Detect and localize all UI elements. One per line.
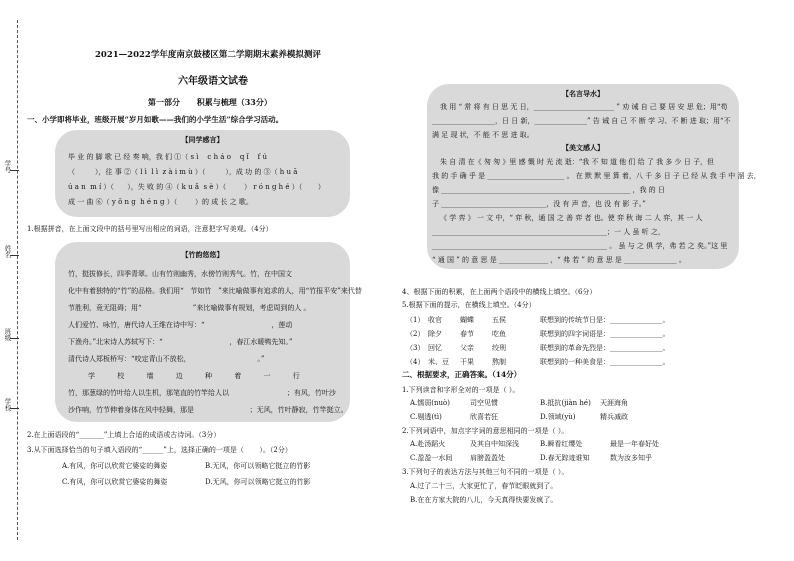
q2-1-option-word: 天涯海角 [600, 399, 628, 407]
box2-line: 学 校 墙 边 种 着 一 行 [88, 372, 300, 380]
q5-word: 绞刑 [492, 344, 506, 352]
side-label-class: 班级 [3, 328, 12, 341]
q5-word: 春节 [460, 330, 474, 338]
q3-option-c[interactable]: C.有风，你可以欣赏它婆娑的舞姿 [62, 478, 168, 486]
q5-word: 米、豆 [428, 358, 449, 366]
box2-line: 竹，挺拔修长，四季青翠。山有竹则幽秀，水傍竹则秀气。竹，在中国文 [68, 270, 292, 278]
box4-line: __________________________________________________ 。 虽 与 之 俱 学，弗 若 之 矣。”这 里 [432, 242, 728, 250]
box3-line: 满 足 现 状，不 能 不 思 进 取。 [432, 131, 534, 139]
q5-row-num: （2） [406, 330, 425, 338]
q2-2-option[interactable]: C.盈盈一水间 [410, 454, 453, 462]
exam-subtitle: 六年级语文试卷 [178, 76, 248, 87]
q5-row-num: （1） [406, 316, 425, 324]
box2-line: 下渔舟。”北宋诗人苏轼写下：“ ，春江水暖鸭先知。” [68, 338, 293, 346]
side-field-name[interactable] [10, 255, 19, 256]
page-title: 2021—2022学年度南京鼓楼区第二学期期末素养模拟测评 [95, 50, 321, 60]
side-label-name: 姓名 [3, 245, 12, 258]
q5-word: 吃鱼 [492, 330, 506, 338]
box1-line: ú a n m í ）（ ），失 败 的 ④（ k u ǎ s è ）（ ） r ó n g h é ）（ ） [68, 183, 325, 191]
q3-option-d[interactable]: D.无风，你可以领略它挺立的竹影 [205, 478, 311, 486]
box4-line: 我 的 手 确 乎 是 ______________________ 。 在 默 默 里 算 着，八 千 多 日 子 已 经 从 我 手 中 溜 去， [432, 172, 761, 180]
box2-line: 竹，那葱绿的竹叶给人以生机，那笔直的竹竿给人以 ；有风，竹叶沙 [68, 389, 336, 397]
q5-word: 熬制 [492, 358, 506, 366]
box4-line: 子 ______________________________，没 有 声 音，也 没 有 影 子。” [432, 200, 646, 208]
box4-line: “ 通 国 ” 的 意 思 是 ______________ ，“ 弗 若 ” 的 意 思 是 _______________ 。 [432, 256, 686, 264]
q5-answer-field[interactable]: 联想到的传统节日是：_______________。 [540, 316, 670, 324]
q5-word: 父亲 [460, 344, 474, 352]
box2-line: 节胜利，竟无阻碍；用“ ”来比喻做事有规划，考虑周到的人 。 [68, 304, 311, 312]
q2-2-option-word: 肩膀盈盈处 [470, 454, 505, 462]
box1-line: 成 一 曲 ⑥（ y ǒ n g h é n g ）（ ）的 成 长 之 歌。 [68, 198, 253, 206]
q2-3-instruction: 3.下列句子的表达方法与其他三句不同的一项是（ ）。 [402, 468, 569, 476]
q5-instruction: 5.根据下面的提示，在横线上填空。（4分） [402, 301, 536, 309]
q2-1-option-word: 欣喜若狂 [470, 413, 498, 421]
side-field-class[interactable] [10, 338, 19, 339]
q5-answer-field[interactable]: 联想到的一种美食是：_______________。 [540, 358, 670, 366]
side-field-student-id[interactable] [10, 170, 19, 171]
side-field-school[interactable] [10, 408, 19, 409]
box2-line: 沙作响，竹节伸着身体在风中轻舞，那是 ；无风，竹叶静寂，竹竿挺立。 [68, 406, 348, 414]
q5-word: 收官 [428, 316, 442, 324]
box4-line: 朱 自 清 在《 匆 匆 》里 感 慨 时 光 流 逝：“我 不 知 道 他 们 给 了 我 多 少 日 子，但 [440, 158, 714, 166]
q5-row-num: （4） [406, 358, 425, 366]
q5-answer-field[interactable]: 联想到的革命先烈是：_______________。 [540, 344, 670, 352]
box2-line: 人们爱竹、咏竹，唐代诗人王维在诗中写：“ ，莲动 [68, 321, 293, 329]
side-label-school: 学校 [3, 398, 12, 411]
q5-word: 五侯 [492, 316, 506, 324]
q1-1-instruction: 1.根据拼音，在上面文段中的括号里写出相应的词语，注意把字写美观。（4分） [27, 225, 273, 233]
q2-2-option[interactable]: D.春无踪迹谁知 [540, 454, 590, 462]
q5-row [406, 316, 424, 324]
box3-line: 我 用 “ 常 将 有 日 思 无 日，_______________________ ” 劝 诫 自 己 要 居 安 思 危；用“苟 [440, 103, 728, 111]
q2-3-option-a[interactable]: A.过了二十三，大家更忙了，春节眨眼就到了。 [410, 482, 558, 490]
q3-option-b[interactable]: B.无风，你可以领略它挺立的竹影 [205, 462, 311, 470]
side-label-student-id: 学号 [3, 160, 12, 173]
q2-3-option-b[interactable]: B.在在方家大院的八儿，今天真得快要发疯了。 [410, 496, 558, 504]
box1-line: 毕 业 的 脚 歌 已 经 奏 响，我 们 ①（ s ì c h á o q ǐ f ú [68, 153, 267, 161]
q2-2-option-word: 数为汝多知乎 [610, 454, 652, 462]
q5-answer-field[interactable]: 联想到的四字词语是：_______________。 [540, 330, 670, 338]
q2-1-option[interactable]: B.抵抗(jiàn hé) [540, 399, 591, 407]
section-2-heading: 二、根据要求，正确答案。（14分） [402, 370, 522, 379]
box1-line: （ ），往 事 ②（ l ì l ì z à i m ù ）（ ），成 功 的 ③（ h u ā [68, 168, 298, 176]
box4-line: 像 ______________________________________________________ ，我 的 日 [432, 186, 665, 194]
q2-2-option[interactable]: A.赴汤蹈火 [410, 440, 446, 448]
q5-word: 蝴蝶 [460, 316, 474, 324]
box4-line: __________________________________________________；一 人 虽 听 之， [432, 228, 665, 236]
box2-line: 清代诗人郑板桥写：“咬定青山不放松， 。” [68, 355, 265, 363]
q3-instruction: 3.从下面选择恰当的句子填入语段的“______”上，选择正确的一项是（ ）。（2分） [27, 446, 292, 454]
box-bamboo-title: 【竹韵悠悠】 [181, 250, 224, 259]
q2-1-option-word: 精兵减政 [600, 413, 628, 421]
box4-line: 《 学 弈 》 一 文 中，“ 弈 秋，通 国 之 善 弈 者 也。使 弈 秋 诲 二 人 弈，其 一 人 [440, 214, 703, 222]
q2-instruction: 2.在上面语段的“_______”上填上合适的成语或古诗词。（3分） [27, 431, 221, 439]
q5-row-num: （3） [406, 344, 425, 352]
q2-1-option[interactable]: C.剔透(tì) [410, 413, 442, 421]
box2-line: 化中有着独特的“竹”的品格。我们用“ 节如竹 ”来比喻做事有追求的人，用“竹报平安”来代替 [68, 287, 362, 295]
binding-line [17, 20, 18, 540]
q2-2-option[interactable]: B.瞬看红缨处 [540, 440, 583, 448]
box3-line: __________________，日 日 新，_______________” 告 诫 自 己 不 断 学 习、不 断 进 取；用“不 [432, 117, 731, 125]
q1-intro: 一、小学即将毕业，班级开展“岁月如歌——我们的小学生活”综合学习活动。 [27, 115, 284, 124]
box-essay-title: 【美文感人】 [562, 143, 604, 152]
q3-option-a[interactable]: A.有风，你可以欣赏它婆娑的舞姿 [62, 462, 168, 470]
part-heading: 第一部分 积累与梳理（33分） [148, 97, 272, 107]
q5-word: 回忆 [428, 344, 442, 352]
q5-word: 干果 [460, 358, 474, 366]
q2-2-instruction: 2.下列词语中，加点字字词的意思相同的一项是（ ）。 [402, 427, 569, 435]
q2-1-instruction: 1.下列读音和字形全对的一项是（ ）。 [402, 386, 520, 394]
q5-word: 除夕 [428, 330, 442, 338]
q2-2-option-word: 及其自中知深浅 [470, 440, 519, 448]
q2-2-option-word: 最是一年春好处 [610, 440, 659, 448]
box-classmate-words-title: 【同学感言】 [181, 135, 224, 144]
q2-1-option-word: 司空见惯 [470, 399, 498, 407]
q2-1-option[interactable]: A.懦弱(nuò) [410, 399, 450, 407]
q2-1-option[interactable]: D.领域(yù) [540, 413, 576, 421]
box-quotes-title: 【名言导水】 [562, 89, 604, 98]
q4-instruction: 4、根据下面的积累，在上面两个语段中的横线上填空。（6分） [402, 288, 597, 296]
